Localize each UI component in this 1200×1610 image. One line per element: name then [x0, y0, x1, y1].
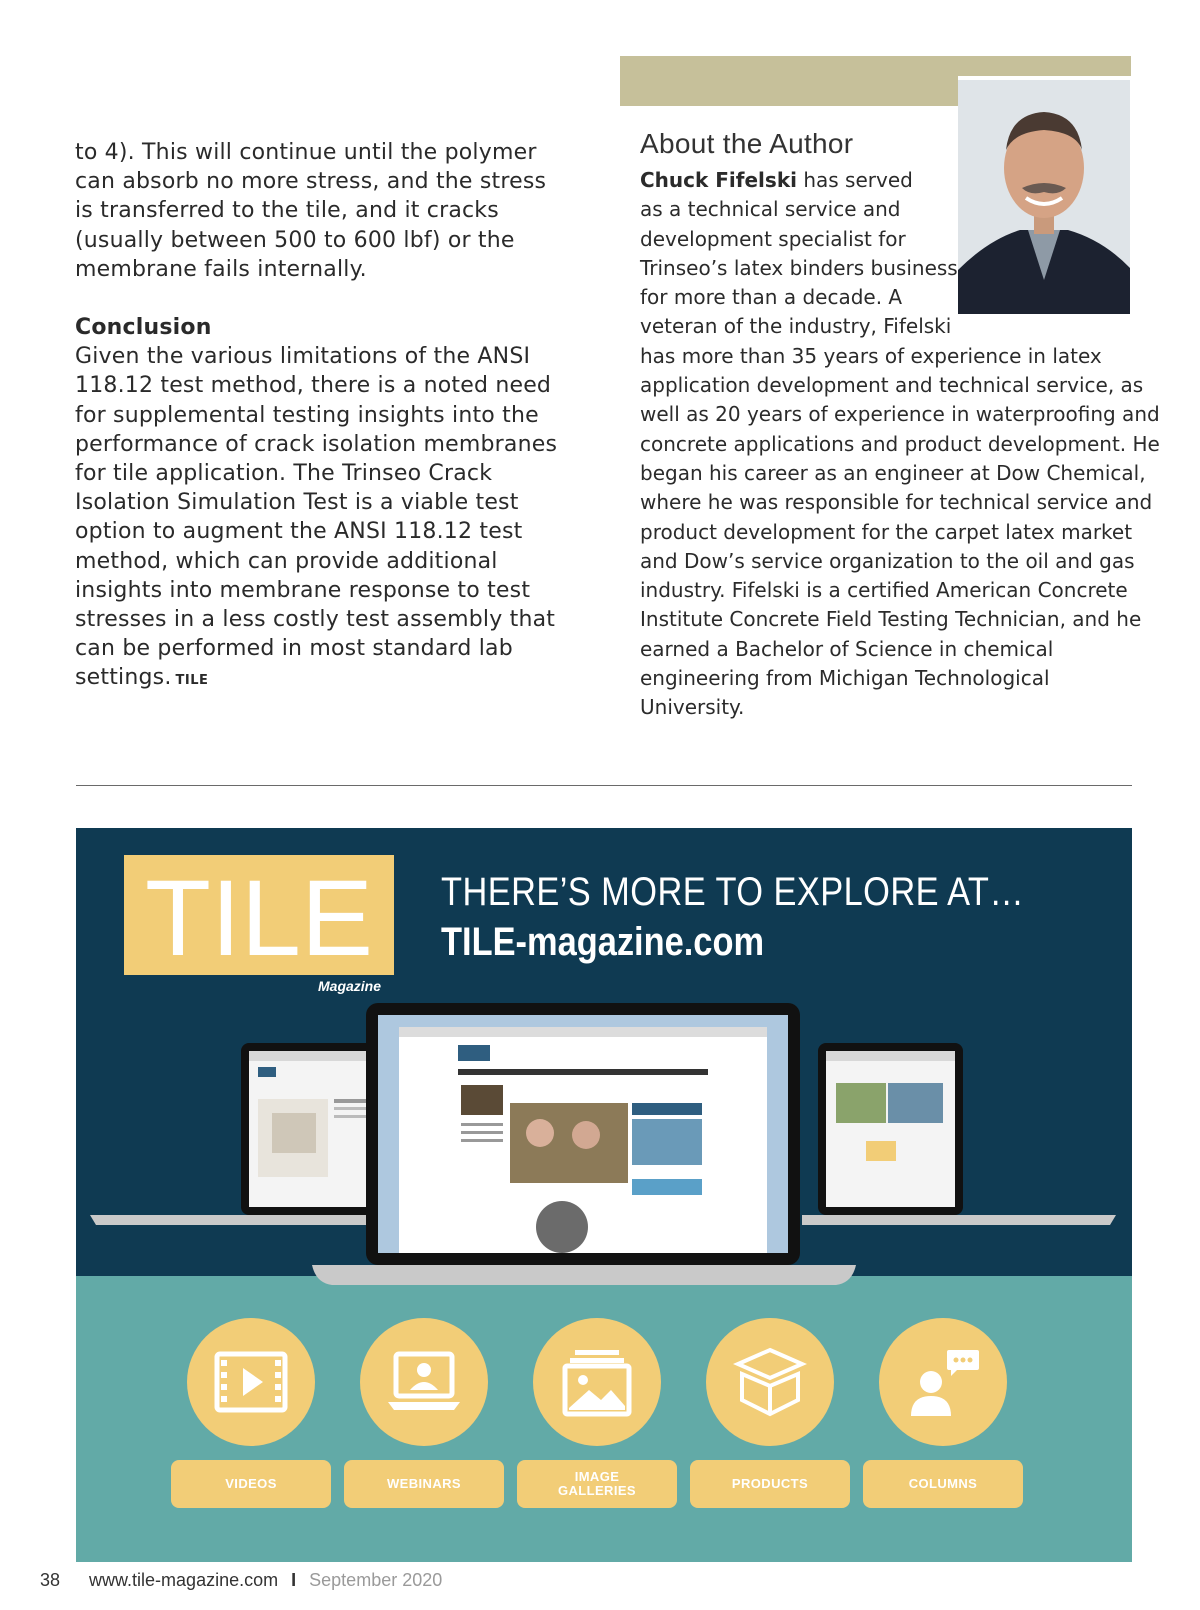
- page-number: 38: [40, 1570, 61, 1590]
- feature-icon-row: [76, 1316, 1132, 1556]
- author-accent-block: [620, 56, 958, 106]
- ad-headline: THERE’S MORE TO EXPLORE AT…: [441, 870, 1025, 914]
- author-section-title: About the Author: [640, 128, 854, 159]
- tile-magazine-ad[interactable]: [76, 828, 1132, 1562]
- webinar-icon: [360, 1318, 488, 1446]
- author-bio-line: has served: [803, 168, 913, 192]
- author-bio-rest: has more than 35 years of experience in latex application development and technical service, as well as 20 years of experience in waterproofing and concrete applications and product development. He began his career as an engineer at Dow Chemical, where he was responsible for technical service and product development for the carpet latex market and Dow’s service organization to the oil and gas industry. Fifelski is a certified American Concrete Institute Concrete Field Testing Technician, and he earned a Bachelor of Science in chemical engineering from Michigan Technological University.: [640, 343, 1160, 720]
- author-bio-line: as a technical service and: [640, 197, 901, 222]
- products-button[interactable]: PRODUCTS: [690, 1460, 850, 1508]
- feature-image-galleries[interactable]: [507, 1316, 687, 1556]
- article-paragraph: to 4). This will continue until the polymer can absorb no more stress, and the stress is transferred to the tile, and it cracks (usually between 500 to 600 lbf) or the membrane fails internally.: [75, 140, 547, 282]
- tile-end-mark: TILE: [175, 673, 209, 689]
- feature-webinars[interactable]: [334, 1316, 514, 1556]
- author-bio-line: development specialist for: [640, 226, 906, 251]
- laptop-devices-illustration: [76, 1003, 1132, 1303]
- feature-videos[interactable]: [161, 1316, 341, 1556]
- feature-products[interactable]: [680, 1316, 860, 1556]
- videos-button[interactable]: VIDEOS: [171, 1460, 331, 1508]
- conclusion-heading: Conclusion: [75, 315, 212, 341]
- tile-magazine-logo: [124, 855, 394, 975]
- author-bio-line: for more than a decade. A: [640, 285, 903, 310]
- page-footer: [40, 1570, 442, 1591]
- footer-separator: I: [291, 1570, 297, 1590]
- video-icon: [187, 1318, 315, 1446]
- image-gallery-icon: [533, 1318, 661, 1446]
- webinars-button[interactable]: WEBINARS: [344, 1460, 504, 1508]
- logo-subtitle: Magazine: [318, 978, 382, 994]
- logo-wordmark: TILE: [144, 857, 374, 975]
- footer-website-link[interactable]: www.tile-magazine.com: [89, 1570, 279, 1590]
- image-galleries-button[interactable]: IMAGE GALLERIES: [517, 1460, 677, 1508]
- section-divider: [76, 785, 1132, 786]
- ad-website[interactable]: TILE-magazine.com: [441, 920, 765, 964]
- conclusion-paragraph: [75, 342, 565, 695]
- columns-button[interactable]: COLUMNS: [863, 1460, 1023, 1508]
- article-left-column: [75, 138, 565, 696]
- columns-person-icon: [879, 1318, 1007, 1446]
- author-bio: [640, 166, 1160, 723]
- author-name: Chuck Fifelski: [640, 168, 797, 192]
- conclusion-text: Given the various limitations of the ANSI 118.12 test method, there is a noted need for supplemental testing insights into the performance of crack isolation membranes for tile application. The Trinseo Crack Isolation Simulation Test is a viable test option to augment the ANSI 118.12 test method, which can provide additional insights into membrane response to test stresses in a less costly test assembly that can be performed in most standard lab settings.: [75, 344, 558, 691]
- author-bio-line: Trinseo’s latex binders business: [640, 255, 958, 280]
- author-bio-line: veteran of the industry, Fifelski: [640, 314, 952, 339]
- issue-date: September 2020: [309, 1570, 443, 1590]
- feature-columns[interactable]: [853, 1316, 1033, 1556]
- product-box-icon: [706, 1318, 834, 1446]
